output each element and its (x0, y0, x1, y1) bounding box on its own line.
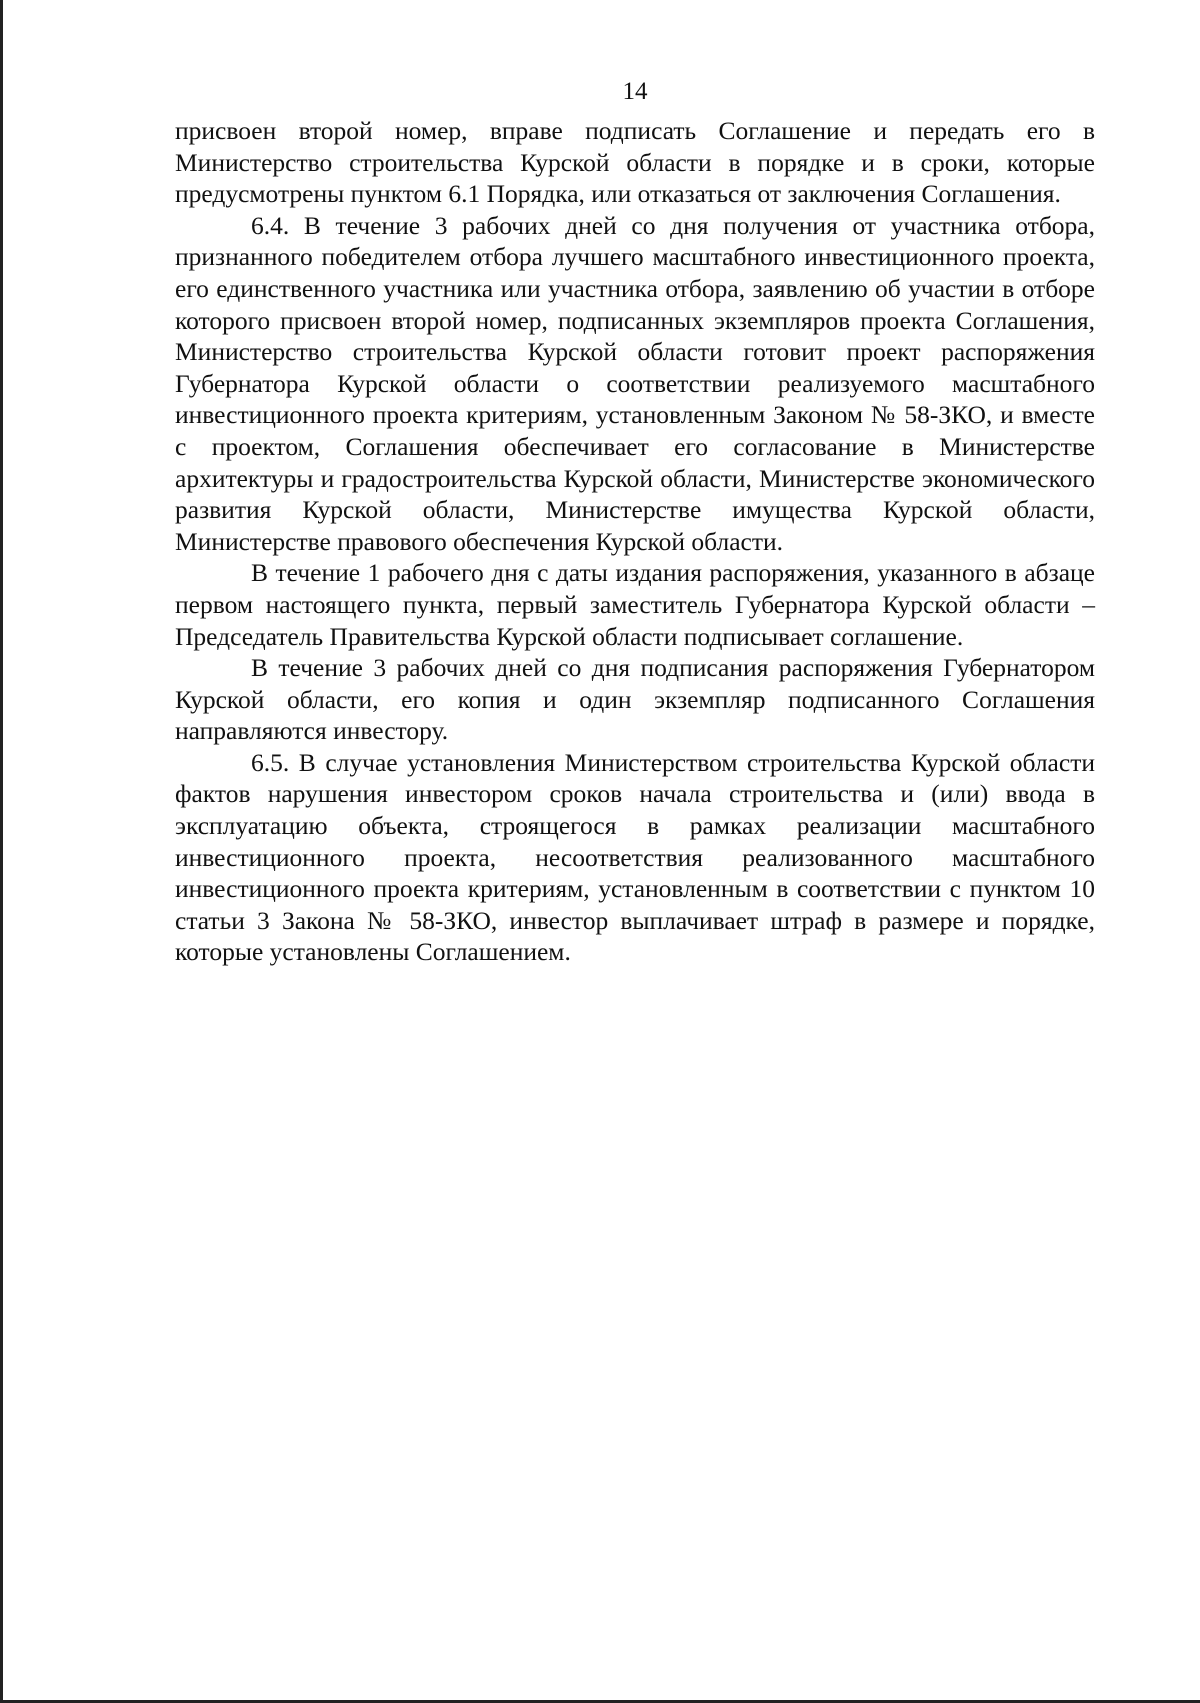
paragraph-6-4: 6.4. В течение 3 рабочих дней со дня получения от участника отбора, признанного победителем отбора лучшего масштабного инвестиционного проекта, его единственного участника или участника отбора, заявлению об участии в отборе которого присвоен второй номер, подписанных экземпляров проекта Соглашения, Министерство строительства Курской области готовит проект распоряжения Губернатора Курской области о соответствии реализуемого масштабного инвестиционного проекта критериям, установленным Законом № 58-ЗКО, и вместе с проектом, Соглашения обеспечивает его согласование в Министерстве архитектуры и градостроительства Курской области, Министерстве экономического развития Курской области, Министерстве имущества Курской области, Министерстве правового обеспечения Курской области. (175, 210, 1095, 556)
paragraph-continuation: присвоен второй номер, вправе подписать Соглашение и передать его в Министерство строительства Курской области в порядке и в сроки, которые предусмотрены пунктом 6.1 Порядка, или отказаться от заключения Соглашения. (175, 116, 1095, 209)
scan-edge-left (0, 0, 3, 1703)
paragraph-6-4-third: В течение 3 рабочих дней со дня подписания распоряжения Губернатором Курской области, его копия и один экземпляр подписанного Соглашения направляются инвестору. (175, 653, 1095, 746)
document-body (175, 115, 1095, 968)
paragraph-6-4-second: В течение 1 рабочего дня с даты издания распоряжения, указанного в абзаце первом настоящего пункта, первый заместитель Губернатора Курской области – Председатель Правительства Курской области подписывает соглашение. (175, 558, 1095, 651)
page-number: 14 (622, 78, 648, 105)
paragraph-6-5: 6.5. В случае установления Министерством строительства Курской области фактов нарушения инвестором сроков начала строительства и (или) ввода в эксплуатацию объекта, строящегося в рамках реализации масштабного инвестиционного проекта, несоответствия реализованного масштабного инвестиционного проекта критериям, установленным в соответствии с пунктом 10 статьи 3 Закона № 58-ЗКО, инвестор выплачивает штраф в размере и порядке, которые установлены Соглашением. (175, 747, 1095, 967)
